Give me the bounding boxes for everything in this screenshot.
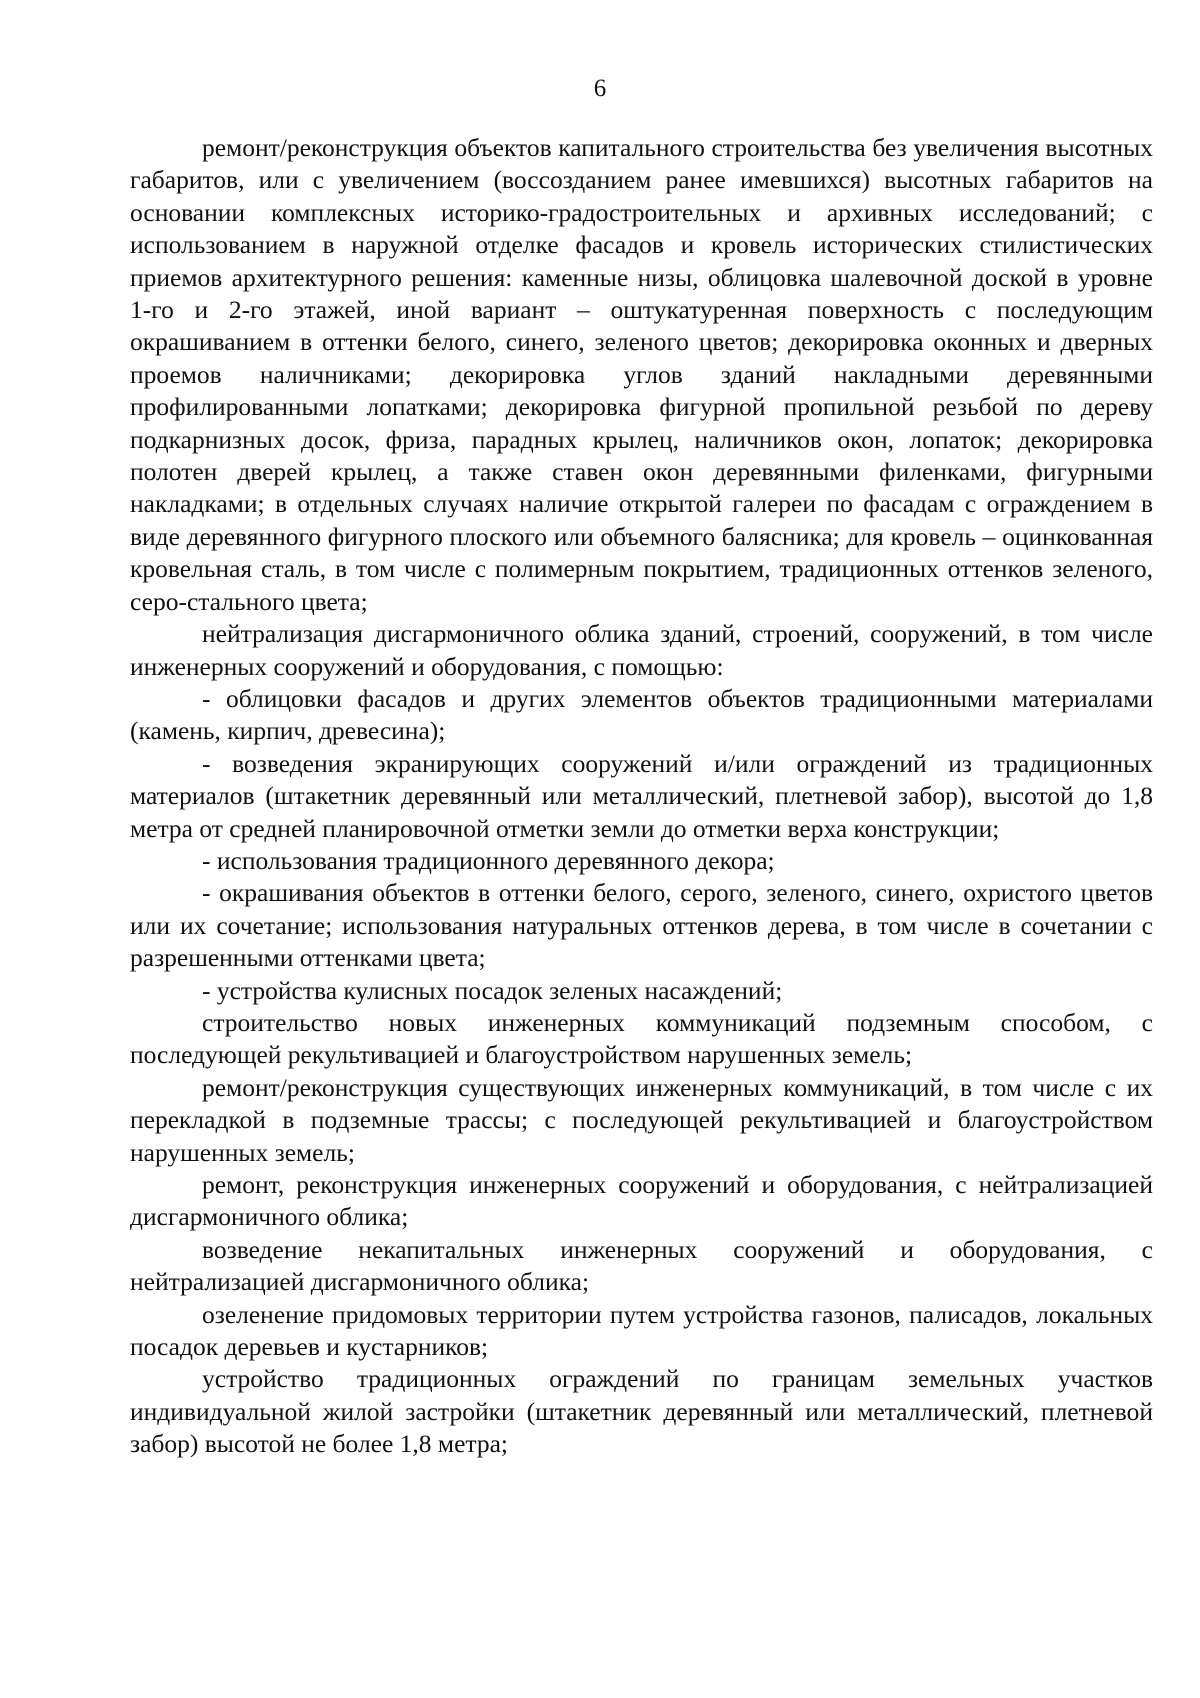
- paragraph-engineering-repair: ремонт, реконструкция инженерных сооружений и оборудования, с нейтрализацией дисгармоничного облика;: [130, 1170, 1153, 1232]
- paragraph-fences: устройство традиционных ограждений по границам земельных участков индивидуальной жилой застройки (штакетник деревянный или металлический, плетневой забор) высотой не более 1,8 метра;: [130, 1364, 1153, 1459]
- list-item-screening-structures: - возведения экранирующих сооружений и/или ограждений из традиционных материалов (штакетник деревянный или металлический, плетневой забор), высотой до 1,8 метра от средней планировочной отметки земли до отметки верха конструкции;: [130, 748, 1153, 843]
- paragraph-neutralization: нейтрализация дисгармоничного облика зданий, строений, сооружений, в том числе инженерных сооружений и оборудования, с помощью:: [130, 619, 1153, 681]
- paragraph-landscaping: озеленение придомовых территории путем устройства газонов, палисадов, локальных посадок деревьев и кустарников;: [130, 1299, 1153, 1362]
- list-item-facade-cladding: - облицовки фасадов и других элементов объектов традиционными материалами (камень, кирпич, древесина);: [130, 683, 1153, 746]
- list-item-green-plantings: - устройства кулисных посадок зеленых насаждений;: [202, 975, 783, 1005]
- page-number: 6: [593, 75, 607, 102]
- paragraph-new-utilities: строительство новых инженерных коммуникаций подземным способом, с последующей рекультивацией и благоустройством нарушенных земель;: [130, 1007, 1153, 1070]
- paragraph-utility-reconstruction: ремонт/реконструкция существующих инженерных коммуникаций, в том числе с их перекладкой в подземные трассы; с последующей рекультивацией и благоустройством нарушенных земель;: [130, 1072, 1153, 1167]
- paragraph-reconstruction: ремонт/реконструкция объектов капитального строительства без увеличения высотных габаритов, или с увеличением (воссозданием ранее имевшихся) высотных габаритов на основании комплексных историко-градостроительных и архивных исследований; с использованием в наружной отделке фасадов и кровель исторических стилистических приемов архитектурного решения: каменные низы, облицовка шалевочной доской в уровне 1-го и 2-го этажей, иной вариант – оштукатуренная поверхность с последующим окрашиванием в оттенки белого, синего, зеленого цветов; декорировка оконных и дверных проемов наличниками; декорировка углов зданий накладными деревянными профилированными лопатками; декорировка фигурной пропильной резьбой по дереву подкарнизных досок, фриза, парадных крылец, наличников окон, лопаток; декорировка полотен дверей крылец, а также ставен окон деревянными филенками, фигурными накладками; в отдельных случаях наличие открытой галереи по фасадам с ограждением в виде деревянного фигурного плоского или объемного балясника; для кровель – оцинкованная кровельная сталь, в том числе с полимерным покрытием, традиционных оттенков зеленого, серо-стального цвета;: [130, 133, 1153, 616]
- list-item-wooden-decor: - использования традиционного деревянного декора;: [202, 845, 775, 875]
- list-item-painting: - окрашивания объектов в оттенки белого, серого, зеленого, синего, охристого цветов или их сочетание; использования натуральных оттенков дерева, в том числе в сочетании с разрешенными оттенками цвета;: [130, 878, 1153, 973]
- paragraph-noncapital-structures: возведение некапитальных инженерных сооружений и оборудования, с нейтрализацией дисгармоничного облика;: [130, 1234, 1153, 1297]
- document-body: [130, 132, 1153, 1461]
